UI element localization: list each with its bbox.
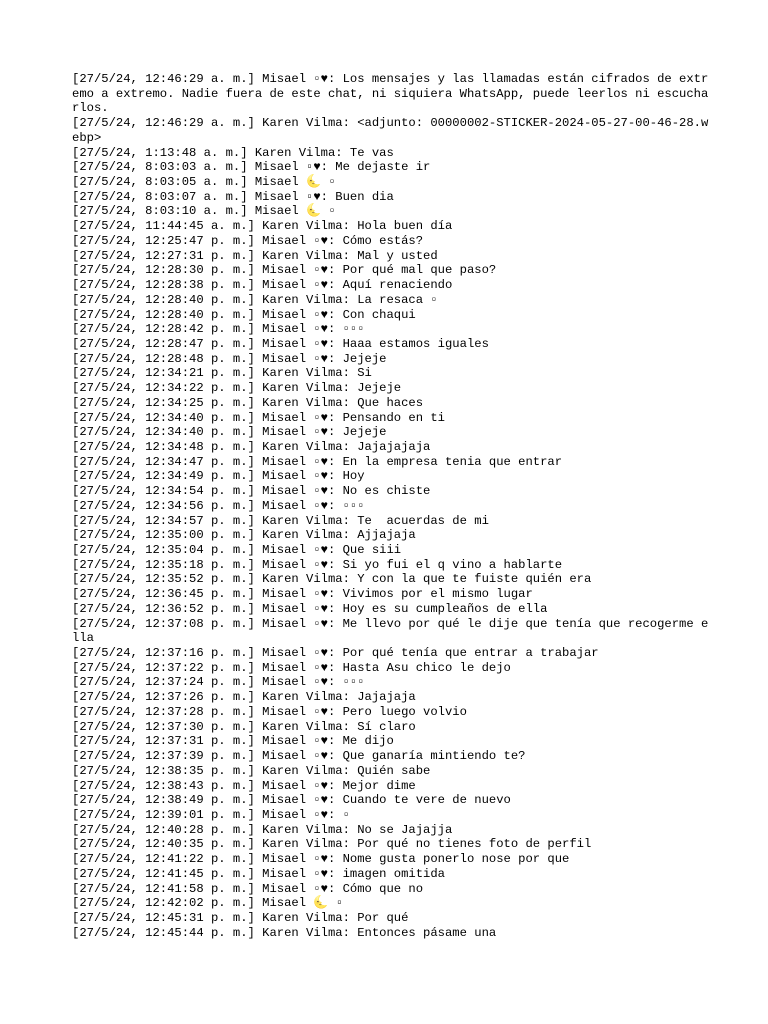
chat-line: [27/5/24, 12:34:40 p. m.] Misael ▫♥: Pensando en ti — [72, 410, 445, 425]
chat-line: [27/5/24, 12:34:25 p. m.] Karen Vilma: Que haces — [72, 395, 424, 410]
chat-line: [27/5/24, 12:34:47 p. m.] Misael ▫♥: En la empresa tenia que entrar — [72, 454, 563, 469]
chat-line: [27/5/24, 12:38:43 p. m.] Misael ▫♥: Mejor dime — [72, 778, 416, 793]
chat-line: [27/5/24, 12:28:42 p. m.] Misael ▫♥: ▫▫▫ — [72, 322, 365, 337]
chat-line: [27/5/24, 12:28:40 p. m.] Misael ▫♥: Con chaqui — [72, 307, 416, 322]
chat-line: [27/5/24, 1:13:48 a. m.] Karen Vilma: Te vas — [72, 145, 394, 160]
chat-line: [27/5/24, 12:37:26 p. m.] Karen Vilma: Jajajaja — [72, 690, 416, 705]
chat-line: [27/5/24, 12:38:35 p. m.] Karen Vilma: Quién sabe — [72, 763, 431, 778]
chat-line: [27/5/24, 12:39:01 p. m.] Misael ▫♥: ▫ — [72, 807, 350, 822]
chat-line: [27/5/24, 12:35:04 p. m.] Misael ▫♥: Que siii — [72, 543, 402, 557]
chat-line: [27/5/24, 12:27:31 p. m.] Karen Vilma: Mal y usted — [72, 248, 438, 263]
chat-line: [27/5/24, 8:03:10 a. m.] Misael 🌜 ▫ — [72, 204, 336, 219]
chat-line: [27/5/24, 12:37:24 p. m.] Misael ▫♥: ▫▫▫ — [72, 675, 365, 690]
chat-line: [27/5/24, 12:28:40 p. m.] Karen Vilma: La resaca ▫ — [72, 292, 438, 307]
chat-line: [27/5/24, 11:44:45 a. m.] Karen Vilma: Hola buen día — [72, 219, 453, 234]
chat-line: [27/5/24, 12:37:16 p. m.] Misael ▫♥: Por qué tenía que entrar a trabajar — [72, 646, 599, 661]
chat-line: [27/5/24, 12:28:48 p. m.] Misael ▫♥: Jejeje — [72, 351, 387, 366]
chat-line: [27/5/24, 12:45:31 p. m.] Karen Vilma: Por qué — [72, 910, 409, 925]
chat-line: [27/5/24, 12:34:48 p. m.] Karen Vilma: Jajajajaja — [72, 439, 431, 454]
chat-line: [27/5/24, 12:25:47 p. m.] Misael ▫♥: Cómo estás? — [72, 233, 424, 248]
chat-line: [27/5/24, 12:35:00 p. m.] Karen Vilma: Ajjajaja — [72, 528, 416, 543]
chat-line: [27/5/24, 12:46:29 a. m.] Karen Vilma: <adjunto: 00000002-STICKER-2024-05-27-00-46-28.webp> — [72, 116, 709, 145]
chat-line: [27/5/24, 12:41:58 p. m.] Misael ▫♥: Cómo que no — [72, 881, 424, 896]
chat-line: [27/5/24, 12:41:22 p. m.] Misael ▫♥: Nome gusta ponerlo nose por que — [72, 852, 570, 867]
chat-line: [27/5/24, 12:37:08 p. m.] Misael ▫♥: Me llevo por qué le dije que tenía que recogerme ella — [72, 616, 709, 646]
chat-line: [27/5/24, 12:34:40 p. m.] Misael ▫♥: Jejeje — [72, 425, 387, 440]
chat-line: [27/5/24, 12:42:02 p. m.] Misael 🌜 ▫ — [72, 896, 344, 911]
chat-line: [27/5/24, 12:45:44 p. m.] Karen Vilma: Entonces pásame una — [72, 925, 497, 940]
chat-line: [27/5/24, 12:41:45 p. m.] Misael ▫♥: imagen omitida — [72, 866, 445, 881]
chat-line: [27/5/24, 12:34:57 p. m.] Karen Vilma: Te acuerdas de mi — [72, 513, 489, 528]
chat-line: [27/5/24, 12:38:49 p. m.] Misael ▫♥: Cuando te vere de nuevo — [72, 793, 511, 808]
chat-line: [27/5/24, 8:03:03 a. m.] Misael ▫♥: Me dejaste ir — [72, 160, 431, 175]
chat-line: [27/5/24, 12:36:52 p. m.] Misael ▫♥: Hoy es su cumpleaños de ella — [72, 601, 548, 616]
chat-line: [27/5/24, 12:37:39 p. m.] Misael ▫♥: Que ganaría mintiendo te? — [72, 749, 526, 764]
chat-line: [27/5/24, 12:34:54 p. m.] Misael ▫♥: No es chiste — [72, 484, 431, 499]
chat-line: [27/5/24, 12:46:29 a. m.] Misael ▫♥: Los mensajes y las llamadas están cifrados de extremo a extremo. Nadie fuera de este chat, ni siquiera WhatsApp, puede leerlos ni escucharlos. — [72, 72, 709, 116]
chat-line: [27/5/24, 12:37:30 p. m.] Karen Vilma: Sí claro — [72, 719, 416, 734]
chat-line: [27/5/24, 12:34:49 p. m.] Misael ▫♥: Hoy — [72, 469, 365, 484]
chat-line: [27/5/24, 12:37:31 p. m.] Misael ▫♥: Me dijo — [72, 734, 394, 749]
chat-line: [27/5/24, 12:28:38 p. m.] Misael ▫♥: Aquí renaciendo — [72, 278, 453, 293]
chat-line: [27/5/24, 12:35:52 p. m.] Karen Vilma: Y con la que te fuiste quién era — [72, 572, 592, 587]
chat-line: [27/5/24, 8:03:05 a. m.] Misael 🌜 ▫ — [72, 175, 336, 190]
chat-line: [27/5/24, 12:34:22 p. m.] Karen Vilma: Jejeje — [72, 381, 402, 396]
chat-line: [27/5/24, 12:28:47 p. m.] Misael ▫♥: Haaa estamos iguales — [72, 336, 489, 351]
chat-line: [27/5/24, 8:03:07 a. m.] Misael ▫♥: Buen dia — [72, 189, 394, 204]
chat-line: [27/5/24, 12:36:45 p. m.] Misael ▫♥: Vivimos por el mismo lugar — [72, 587, 533, 602]
chat-line: [27/5/24, 12:28:30 p. m.] Misael ▫♥: Por qué mal que paso? — [72, 263, 497, 278]
chat-line: [27/5/24, 12:40:28 p. m.] Karen Vilma: No se Jajajja — [72, 822, 453, 837]
chat-line: [27/5/24, 12:34:21 p. m.] Karen Vilma: Si — [72, 366, 372, 381]
chat-line: [27/5/24, 12:35:18 p. m.] Misael ▫♥: Si yo fui el q vino a hablarte — [72, 557, 563, 572]
chat-line: [27/5/24, 12:37:28 p. m.] Misael ▫♥: Pero luego volvio — [72, 704, 467, 719]
chat-line: [27/5/24, 12:40:35 p. m.] Karen Vilma: Por qué no tienes foto de perfil — [72, 837, 592, 852]
chat-line: [27/5/24, 12:34:56 p. m.] Misael ▫♥: ▫▫▫ — [72, 498, 365, 513]
chat-line: [27/5/24, 12:37:22 p. m.] Misael ▫♥: Hasta Asu chico le dejo — [72, 660, 511, 675]
chat-transcript — [72, 72, 712, 940]
